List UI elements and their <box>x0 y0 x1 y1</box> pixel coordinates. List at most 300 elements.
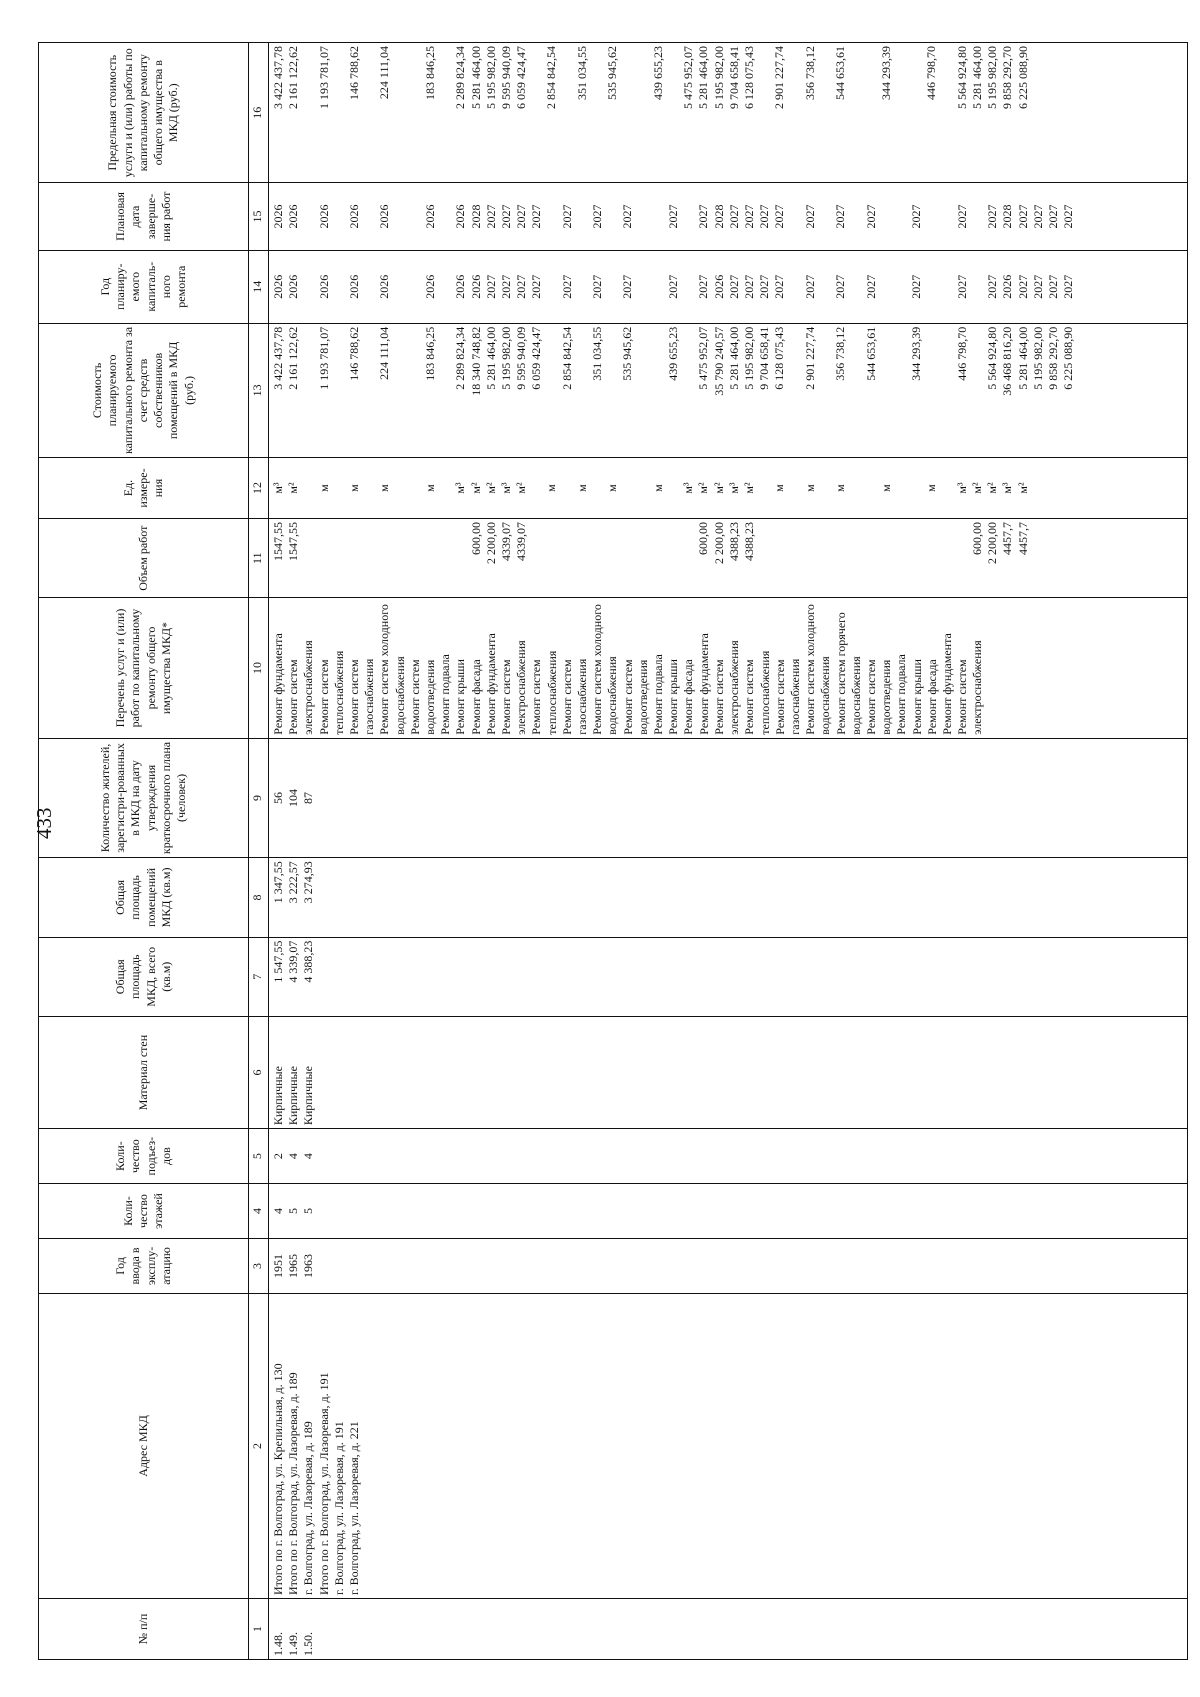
work-name: Ремонт систем холодного водоснабжения <box>377 604 407 735</box>
address: г. Волгоград, ул. Лазоревая, д. 189 <box>301 1421 316 1595</box>
work-unit: м³ <box>498 482 513 494</box>
work-volume <box>879 522 925 594</box>
work-year: 2027 <box>909 274 924 299</box>
rotated-table-container <box>38 42 1188 1660</box>
work-year: 2026 <box>377 274 392 299</box>
field-area-rooms: 1 347,55 <box>271 861 285 904</box>
work-name: Ремонт систем водоотведения <box>620 659 650 735</box>
column-cell-num <box>269 1598 1188 1659</box>
work-unit: м <box>346 484 361 492</box>
field-walls: Кирпичные <box>271 1066 285 1126</box>
work-volume <box>924 522 954 594</box>
work-cost: 6 225 088,90 <box>1061 326 1076 390</box>
work-end: 2026 <box>316 204 331 229</box>
work-unit: м² <box>742 482 756 494</box>
work-cost: 9 595 940,09 <box>514 326 529 390</box>
work-limit: 2 901 227,74 <box>772 46 787 109</box>
column-cell-floors <box>269 1184 1188 1239</box>
work-unit: м² <box>711 482 726 494</box>
work-volume: 4457,7 <box>1015 522 1030 556</box>
header-entrances: Коли-чество подъез-дов <box>39 1129 249 1184</box>
work-unit: м <box>650 484 665 492</box>
field-residents: 87 <box>301 791 316 804</box>
work-end: 2026 <box>377 204 392 229</box>
work-limit: 2 289 824,34 <box>453 46 468 109</box>
group-total-year: 2026 <box>1000 274 1015 299</box>
column-cell-work-volume <box>269 519 1188 598</box>
field-walls: Кирпичные <box>301 1066 316 1126</box>
work-volume: 4388,23 <box>742 522 756 562</box>
work-cost: 183 846,25 <box>422 326 437 381</box>
field-area-total: 1 547,55 <box>271 940 285 983</box>
work-unit: м <box>316 484 331 492</box>
group-total-year: 2026 <box>468 274 483 299</box>
work-cost: 5 281 464,00 <box>483 326 498 390</box>
work-volume <box>605 522 651 594</box>
work-volume: 2 200,00 <box>985 522 1000 565</box>
field-area-total: 4 388,23 <box>301 940 316 983</box>
work-end: 2027 <box>909 204 924 229</box>
work-volume: 4339,07 <box>514 522 529 562</box>
work-unit: м <box>924 484 939 492</box>
work-volume: 1547,55 <box>271 522 285 562</box>
column-cell-year-built <box>269 1238 1188 1293</box>
work-name: Ремонт фундамента <box>271 633 285 735</box>
work-unit: м³ <box>726 482 741 494</box>
work-name: Ремонт фундамента <box>939 633 954 735</box>
work-unit: м <box>605 484 620 492</box>
header-max-cost: Предельная стоимость услуги и (или) работы по капитальному ремонту общего имущества в МКД (руб.) <box>39 43 249 183</box>
work-name: Ремонт систем теплоснабжения <box>742 650 772 735</box>
column-number-12: 12 <box>249 458 269 519</box>
work-unit: м² <box>1015 482 1030 494</box>
work-limit: 146 788,62 <box>346 46 361 100</box>
work-unit: м³ <box>681 482 696 494</box>
work-limit: 224 111,04 <box>377 46 392 100</box>
row-number: 1.50. <box>301 1632 316 1656</box>
header-address: Адрес МКД <box>39 1293 249 1598</box>
work-end: 2027 <box>483 204 498 229</box>
work-unit: м² <box>985 482 1000 494</box>
work-unit: м³ <box>954 482 969 494</box>
field-year: 1951 <box>271 1253 285 1278</box>
work-limit: 1 193 781,07 <box>316 46 331 109</box>
field-floors: 5 <box>301 1208 316 1215</box>
header-year-built: Год ввода в эксплу-атацию <box>39 1238 249 1293</box>
work-year: 2026 <box>346 274 361 299</box>
work-cost: 2 289 824,34 <box>453 326 468 390</box>
work-unit: м³ <box>271 482 285 494</box>
work-cost: 5 281 464,00 <box>1015 326 1030 390</box>
column-cell-unit <box>269 458 1188 519</box>
work-unit: м² <box>969 482 984 494</box>
header-works-list: Перечень услуг и (или) работ по капитальному ремонту общего имущества МКД* <box>39 598 249 738</box>
work-end: 2027 <box>1030 204 1045 229</box>
field-floors: 5 <box>286 1208 301 1215</box>
header-wall-material: Материал стен <box>39 1016 249 1128</box>
work-limit: 439 655,23 <box>650 46 665 100</box>
work-end: 2026 <box>286 204 301 229</box>
header-planned-cost: Стоимость планируемого капитального ремонта за счет средств собственников помещений в МКД (руб.) <box>39 323 249 457</box>
work-name: Ремонт систем холодного водоснабжения <box>803 604 833 735</box>
work-limit: 9 704 658,41 <box>726 46 741 109</box>
work-end: 2027 <box>985 204 1000 229</box>
work-cost: 439 655,23 <box>666 326 681 381</box>
work-unit: м <box>802 484 817 492</box>
work-limit: 6 059 424,47 <box>514 46 529 109</box>
work-limit: 2 161 122,62 <box>286 46 301 109</box>
work-cost: 535 945,62 <box>620 326 635 381</box>
column-cell-repair-year <box>269 250 1188 323</box>
work-cost: 3 422 437,78 <box>271 326 285 390</box>
field-residents: 56 <box>271 791 285 804</box>
work-year: 2026 <box>286 274 301 299</box>
work-volume: 2 200,00 <box>483 522 498 565</box>
work-end: 2027 <box>954 204 969 229</box>
work-end: 2026 <box>453 204 468 229</box>
field-residents: 104 <box>286 788 301 807</box>
work-limit: 5 564 924,80 <box>954 46 969 109</box>
work-cost: 2 854 842,54 <box>559 326 574 390</box>
work-end: 2027 <box>726 204 741 229</box>
work-year: 2027 <box>529 274 544 299</box>
field-entrances: 2 <box>271 1153 285 1160</box>
work-year: 2027 <box>666 274 681 299</box>
field-walls: Кирпичные <box>286 1066 301 1126</box>
column-cell-planned-cost <box>269 323 1188 457</box>
work-limit: 5 195 982,00 <box>483 46 498 109</box>
column-number-15: 15 <box>249 183 269 250</box>
work-end: 2027 <box>559 204 574 229</box>
address: г. Волгоград, ул. Лазоревая, д. 191 <box>331 1421 346 1595</box>
group-total-end: 2028 <box>1000 204 1015 229</box>
work-end: 2027 <box>666 204 681 229</box>
work-limit: 535 945,62 <box>605 46 620 100</box>
work-volume <box>377 522 423 594</box>
work-limit: 5 281 464,00 <box>696 46 711 109</box>
work-name: Ремонт систем электроснабжения <box>711 640 742 735</box>
work-name: Ремонт фасада <box>468 659 483 735</box>
work-name: Ремонт систем электроснабжения <box>499 640 529 735</box>
work-limit: 544 653,61 <box>833 46 848 100</box>
work-cost: 351 034,55 <box>590 326 605 381</box>
work-name: Ремонт фасада <box>924 659 939 735</box>
column-number-13: 13 <box>249 323 269 457</box>
work-year: 2027 <box>1045 274 1060 299</box>
work-unit: м² <box>286 482 301 494</box>
work-name: Ремонт систем газоснабжения <box>772 658 802 735</box>
work-year: 2027 <box>1061 274 1076 299</box>
work-limit: 344 293,39 <box>878 46 893 100</box>
work-end: 2027 <box>620 204 635 229</box>
work-cost: 5 564 924,80 <box>985 326 1000 390</box>
column-number-14: 14 <box>249 250 269 323</box>
work-year: 2026 <box>316 274 331 299</box>
table-row <box>269 43 1188 1660</box>
work-year: 2027 <box>802 274 817 299</box>
work-name: Ремонт систем водоотведения <box>863 659 894 735</box>
work-unit: м <box>878 484 893 492</box>
header-residents: Количество жителей, зарегистри-рованных в МКД на дату утверждения краткосрочного плана (человек) <box>39 738 249 858</box>
work-unit: м² <box>483 482 498 494</box>
work-year: 2027 <box>696 274 711 299</box>
header-repair-year: Год планиру-емого капиталь-ного ремонта <box>39 250 249 323</box>
work-volume <box>317 522 347 594</box>
work-volume <box>772 522 802 594</box>
work-volume: 1547,55 <box>286 522 301 562</box>
work-end: 2027 <box>863 204 878 229</box>
header-num: № п/п <box>39 1598 249 1659</box>
work-name: Ремонт систем теплоснабжения <box>316 650 346 735</box>
header-rooms-area: Общая площадь помещений МКД (кв.м) <box>39 858 249 937</box>
column-number-9: 9 <box>249 738 269 858</box>
work-limit: 6 225 088,90 <box>1015 46 1030 109</box>
work-unit: м³ <box>453 482 468 494</box>
work-cost: 9 858 292,70 <box>1045 326 1060 390</box>
work-unit: м <box>422 484 437 492</box>
group-total-label: Итого по г. Волгоград, ул. Лазоревая, д. 189 <box>286 1372 301 1595</box>
work-name: Ремонт систем газоснабжения <box>559 658 590 735</box>
work-cost: 146 788,62 <box>346 326 361 381</box>
work-name: Ремонт систем электроснабжения <box>955 640 985 735</box>
column-number-16: 16 <box>249 43 269 183</box>
work-volume: 600,00 <box>468 522 483 556</box>
group-total-label: Итого по г. Волгоград, ул. Лазоревая, д. 191 <box>316 1372 331 1595</box>
work-volume <box>347 522 377 594</box>
work-end: 2027 <box>1061 204 1076 229</box>
work-unit: м² <box>696 482 711 494</box>
field-year: 1965 <box>286 1253 301 1278</box>
repair-plan-table <box>38 42 1188 1660</box>
work-name: Ремонт подвала <box>651 654 666 735</box>
work-year: 2027 <box>772 274 787 299</box>
work-cost: 5 281 464,00 <box>726 326 741 390</box>
work-name: Ремонт систем горячего водоснабжения <box>833 612 863 735</box>
work-year: 2026 <box>271 274 285 299</box>
column-number-6: 6 <box>249 1016 269 1128</box>
work-end: 2026 <box>271 204 285 229</box>
work-cost: 344 293,39 <box>909 326 924 381</box>
work-end: 2027 <box>498 204 513 229</box>
column-cell-max-cost <box>269 43 1188 183</box>
work-name: Ремонт фундамента <box>696 633 711 735</box>
work-year: 2027 <box>1030 274 1045 299</box>
work-volume <box>423 522 453 594</box>
work-year: 2027 <box>559 274 574 299</box>
work-cost: 5 195 982,00 <box>498 326 513 390</box>
group-total-year: 2026 <box>711 274 726 299</box>
header-unit: Ед. измере-ния <box>39 458 249 519</box>
work-limit: 183 846,25 <box>422 46 437 100</box>
row-number: 1.48. <box>271 1632 285 1656</box>
header-floors: Коли-чество этажей <box>39 1184 249 1239</box>
work-cost: 2 901 227,74 <box>802 326 817 390</box>
work-year: 2027 <box>1015 274 1030 299</box>
work-name: Ремонт фундамента <box>483 633 498 735</box>
work-unit: м <box>574 484 589 492</box>
work-limit: 5 281 464,00 <box>468 46 483 109</box>
column-cell-residents <box>269 738 1188 858</box>
work-year: 2027 <box>985 274 1000 299</box>
work-year: 2026 <box>453 274 468 299</box>
work-cost: 5 475 952,07 <box>696 326 711 390</box>
work-name: Ремонт систем электроснабжения <box>286 640 316 735</box>
group-total-cost: 35 790 240,57 <box>711 326 726 396</box>
work-limit: 6 128 075,43 <box>742 46 756 109</box>
work-end: 2026 <box>346 204 361 229</box>
work-volume <box>575 522 605 594</box>
field-area-rooms: 3 222,57 <box>286 861 301 904</box>
work-volume: 2 200,00 <box>711 522 726 565</box>
column-cell-end-date <box>269 183 1188 250</box>
work-limit: 446 798,70 <box>924 46 939 100</box>
column-number-5: 5 <box>249 1129 269 1184</box>
header-row <box>39 43 249 1660</box>
work-name: Ремонт подвала <box>894 654 909 735</box>
field-entrances: 4 <box>286 1153 301 1160</box>
group-total-cost: 36 468 816,20 <box>1000 326 1015 396</box>
column-cell-entrances <box>269 1129 1188 1184</box>
work-name: Ремонт фасада <box>681 659 696 735</box>
work-end: 2027 <box>514 204 529 229</box>
work-year: 2027 <box>757 274 772 299</box>
work-end: 2027 <box>1015 204 1030 229</box>
page-number: 433 <box>32 807 56 839</box>
work-name: Ремонт систем газоснабжения <box>347 658 377 735</box>
work-limit: 5 195 982,00 <box>711 46 726 109</box>
work-volume <box>803 522 833 594</box>
column-number-11: 11 <box>249 519 269 598</box>
column-cell-rooms-area <box>269 858 1188 937</box>
work-year: 2027 <box>726 274 741 299</box>
work-cost: 356 738,12 <box>833 326 848 381</box>
column-number-10: 10 <box>249 598 269 738</box>
work-name: Ремонт систем водоотведения <box>407 659 438 735</box>
work-name: Ремонт подвала <box>438 654 453 735</box>
work-cost: 6 059 424,47 <box>529 326 544 390</box>
work-volume <box>833 522 879 594</box>
work-limit: 356 738,12 <box>802 46 817 100</box>
work-limit: 3 422 437,78 <box>271 46 285 109</box>
work-unit: м <box>772 484 787 492</box>
work-limit: 9 595 940,09 <box>498 46 513 109</box>
work-volume: 4388,23 <box>726 522 741 562</box>
field-area-total: 4 339,07 <box>286 940 301 983</box>
work-cost: 5 195 982,00 <box>1030 326 1045 390</box>
group-total-end: 2028 <box>468 204 483 229</box>
work-year: 2026 <box>422 274 437 299</box>
work-cost: 6 128 075,43 <box>772 326 787 390</box>
work-unit: м <box>377 484 392 492</box>
work-unit: м <box>833 484 848 492</box>
work-unit: м² <box>468 482 483 494</box>
work-end: 2027 <box>833 204 848 229</box>
work-end: 2027 <box>696 204 711 229</box>
header-end-date: Плановая дата заверше-ния работ <box>39 183 249 250</box>
work-name: Ремонт систем холодного водоснабжения <box>590 604 620 735</box>
column-number-1: 1 <box>249 1598 269 1659</box>
column-number-3: 3 <box>249 1238 269 1293</box>
table-body <box>269 43 1188 1660</box>
work-end: 2027 <box>1045 204 1060 229</box>
work-volume: 600,00 <box>696 522 711 556</box>
field-entrances: 4 <box>301 1153 316 1160</box>
work-end: 2026 <box>422 204 437 229</box>
work-volume: 4339,07 <box>498 522 513 562</box>
work-volume <box>544 522 574 594</box>
work-year: 2027 <box>742 274 757 299</box>
work-cost: 1 193 781,07 <box>316 326 331 390</box>
work-volume <box>955 522 970 594</box>
work-end: 2027 <box>529 204 544 229</box>
work-year: 2027 <box>590 274 605 299</box>
address: г. Волгоград, ул. Лазоревая, д. 221 <box>347 1421 362 1595</box>
field-year: 1963 <box>301 1253 316 1278</box>
work-year: 2027 <box>863 274 878 299</box>
work-limit: 9 858 292,70 <box>1000 46 1015 109</box>
work-unit: м² <box>514 482 529 494</box>
work-volume <box>651 522 681 594</box>
work-end: 2027 <box>742 204 757 229</box>
work-unit: м³ <box>1000 482 1015 494</box>
work-cost: 446 798,70 <box>954 326 969 381</box>
column-cell-total-area <box>269 937 1188 1016</box>
row-number: 1.49. <box>286 1632 301 1656</box>
work-cost: 5 195 982,00 <box>742 326 757 390</box>
work-end: 2027 <box>757 204 772 229</box>
work-name: Ремонт крыши <box>453 659 468 735</box>
work-limit: 5 475 952,07 <box>681 46 696 109</box>
work-year: 2027 <box>514 274 529 299</box>
column-number-4: 4 <box>249 1184 269 1239</box>
work-end: 2027 <box>802 204 817 229</box>
work-end: 2027 <box>772 204 787 229</box>
work-name: Ремонт систем теплоснабжения <box>529 650 559 735</box>
work-year: 2027 <box>498 274 513 299</box>
group-total-end: 2028 <box>711 204 726 229</box>
table-header <box>39 43 269 1660</box>
column-number-2: 2 <box>249 1293 269 1598</box>
work-name: Ремонт крыши <box>666 659 681 735</box>
column-number-7: 7 <box>249 937 269 1016</box>
column-cell-wall-material <box>269 1016 1188 1128</box>
header-total-area: Общая площадь МКД, всего (кв.м) <box>39 937 249 1016</box>
column-cell-address <box>269 1293 1188 1598</box>
work-limit: 2 854 842,54 <box>544 46 559 109</box>
work-year: 2027 <box>954 274 969 299</box>
work-limit: 5 281 464,00 <box>969 46 984 109</box>
group-total-label: Итого по г. Волгоград, ул. Крепильная, д. 130 <box>271 1363 285 1595</box>
column-cell-works-list <box>269 598 1188 738</box>
work-end: 2027 <box>590 204 605 229</box>
work-volume: 600,00 <box>969 522 984 556</box>
group-total-cost: 18 340 748,82 <box>468 326 483 396</box>
field-area-rooms: 3 274,93 <box>301 861 316 904</box>
work-cost: 9 704 658,41 <box>757 326 772 390</box>
work-volume <box>453 522 468 594</box>
field-floors: 4 <box>271 1208 285 1215</box>
work-cost: 224 111,04 <box>377 326 392 380</box>
work-volume <box>681 522 696 594</box>
work-year: 2027 <box>620 274 635 299</box>
work-name: Ремонт крыши <box>909 659 924 735</box>
work-cost: 2 161 122,62 <box>286 326 301 390</box>
work-unit: м <box>544 484 559 492</box>
column-number-row <box>249 43 269 1660</box>
work-year: 2027 <box>483 274 498 299</box>
column-number-8: 8 <box>249 858 269 937</box>
work-volume: 4457,7 <box>1000 522 1015 556</box>
